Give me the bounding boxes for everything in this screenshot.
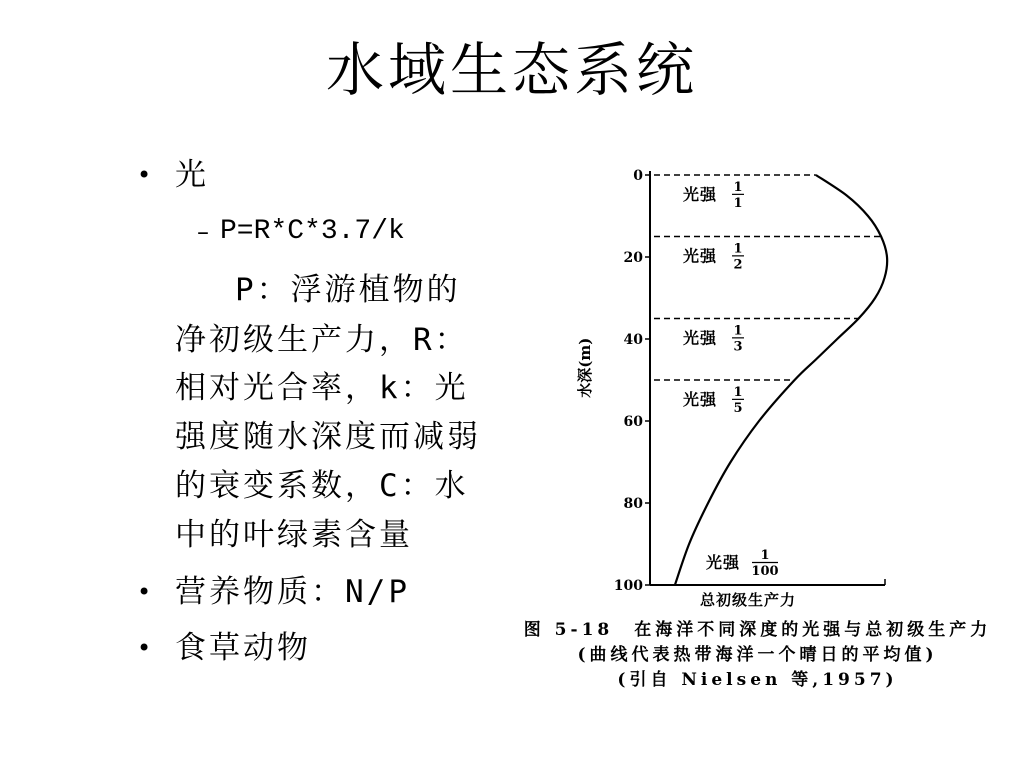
light-level-denominator: 5 <box>733 400 743 416</box>
slide-title: 水域生态系统 <box>325 36 698 104</box>
bullet-text: 食草动物 <box>175 630 311 666</box>
figure-caption <box>505 618 1010 693</box>
light-level-label: 光强 <box>683 246 718 266</box>
caption-line-note: (曲线代表热带海洋一个晴日的平均值) <box>577 645 938 665</box>
explanation-line-text: 净初级生产力，R： <box>175 322 469 358</box>
y-axis-tick-label: 40 <box>623 332 643 348</box>
explanation-line-text: 的衰变系数，C：水 <box>175 468 469 504</box>
light-level-numerator: 1 <box>733 241 743 257</box>
light-level-label: 光强 <box>683 389 718 409</box>
caption-line-source: (引自 Nielsen 等,1957) <box>617 670 898 690</box>
light-level-denominator: 2 <box>733 257 743 273</box>
light-level-numerator: 1 <box>760 548 770 563</box>
x-axis-title: 总初级生产力 <box>699 591 797 609</box>
y-axis-title: 水深(m) <box>576 337 594 398</box>
explanation-line-text: 强度随水深度而减弱 <box>175 419 481 455</box>
bullet-text: 营养物质：N/P <box>175 574 410 610</box>
light-level-label: 光强 <box>706 553 741 572</box>
y-axis-tick-label: 60 <box>623 414 643 430</box>
bullet-text: 光 <box>175 157 209 193</box>
y-axis-tick-label: 100 <box>613 578 643 594</box>
light-level-label: 光强 <box>683 184 718 204</box>
explanation-line-text: P：浮游植物的 <box>235 272 461 308</box>
y-axis-tick-label: 80 <box>623 496 643 512</box>
light-level-numerator: 1 <box>733 323 743 339</box>
bullet-marker: • <box>137 161 152 189</box>
light-level-denominator: 100 <box>751 564 779 579</box>
explanation-line-text: 中的叶绿素含量 <box>175 517 413 553</box>
y-axis-tick-label: 0 <box>633 168 643 184</box>
light-level-numerator: 1 <box>733 179 743 195</box>
sub-bullet-dash: – <box>197 218 209 246</box>
y-axis-tick-label: 20 <box>623 250 643 266</box>
light-level-denominator: 3 <box>733 339 743 355</box>
caption-line-title: 图 5-18 在海洋不同深度的光强与总初级生产力 <box>523 620 992 640</box>
light-level-label: 光强 <box>683 328 718 348</box>
bullet-marker: • <box>137 634 152 662</box>
light-level-denominator: 1 <box>733 195 743 211</box>
light-level-numerator: 1 <box>733 384 743 400</box>
explanation-line-text: 相对光合率，k：光 <box>175 370 469 406</box>
formula-text: P=R*C*3.7/k <box>220 216 405 247</box>
depth-productivity-chart <box>505 155 1000 615</box>
bullet-marker: • <box>137 578 152 606</box>
